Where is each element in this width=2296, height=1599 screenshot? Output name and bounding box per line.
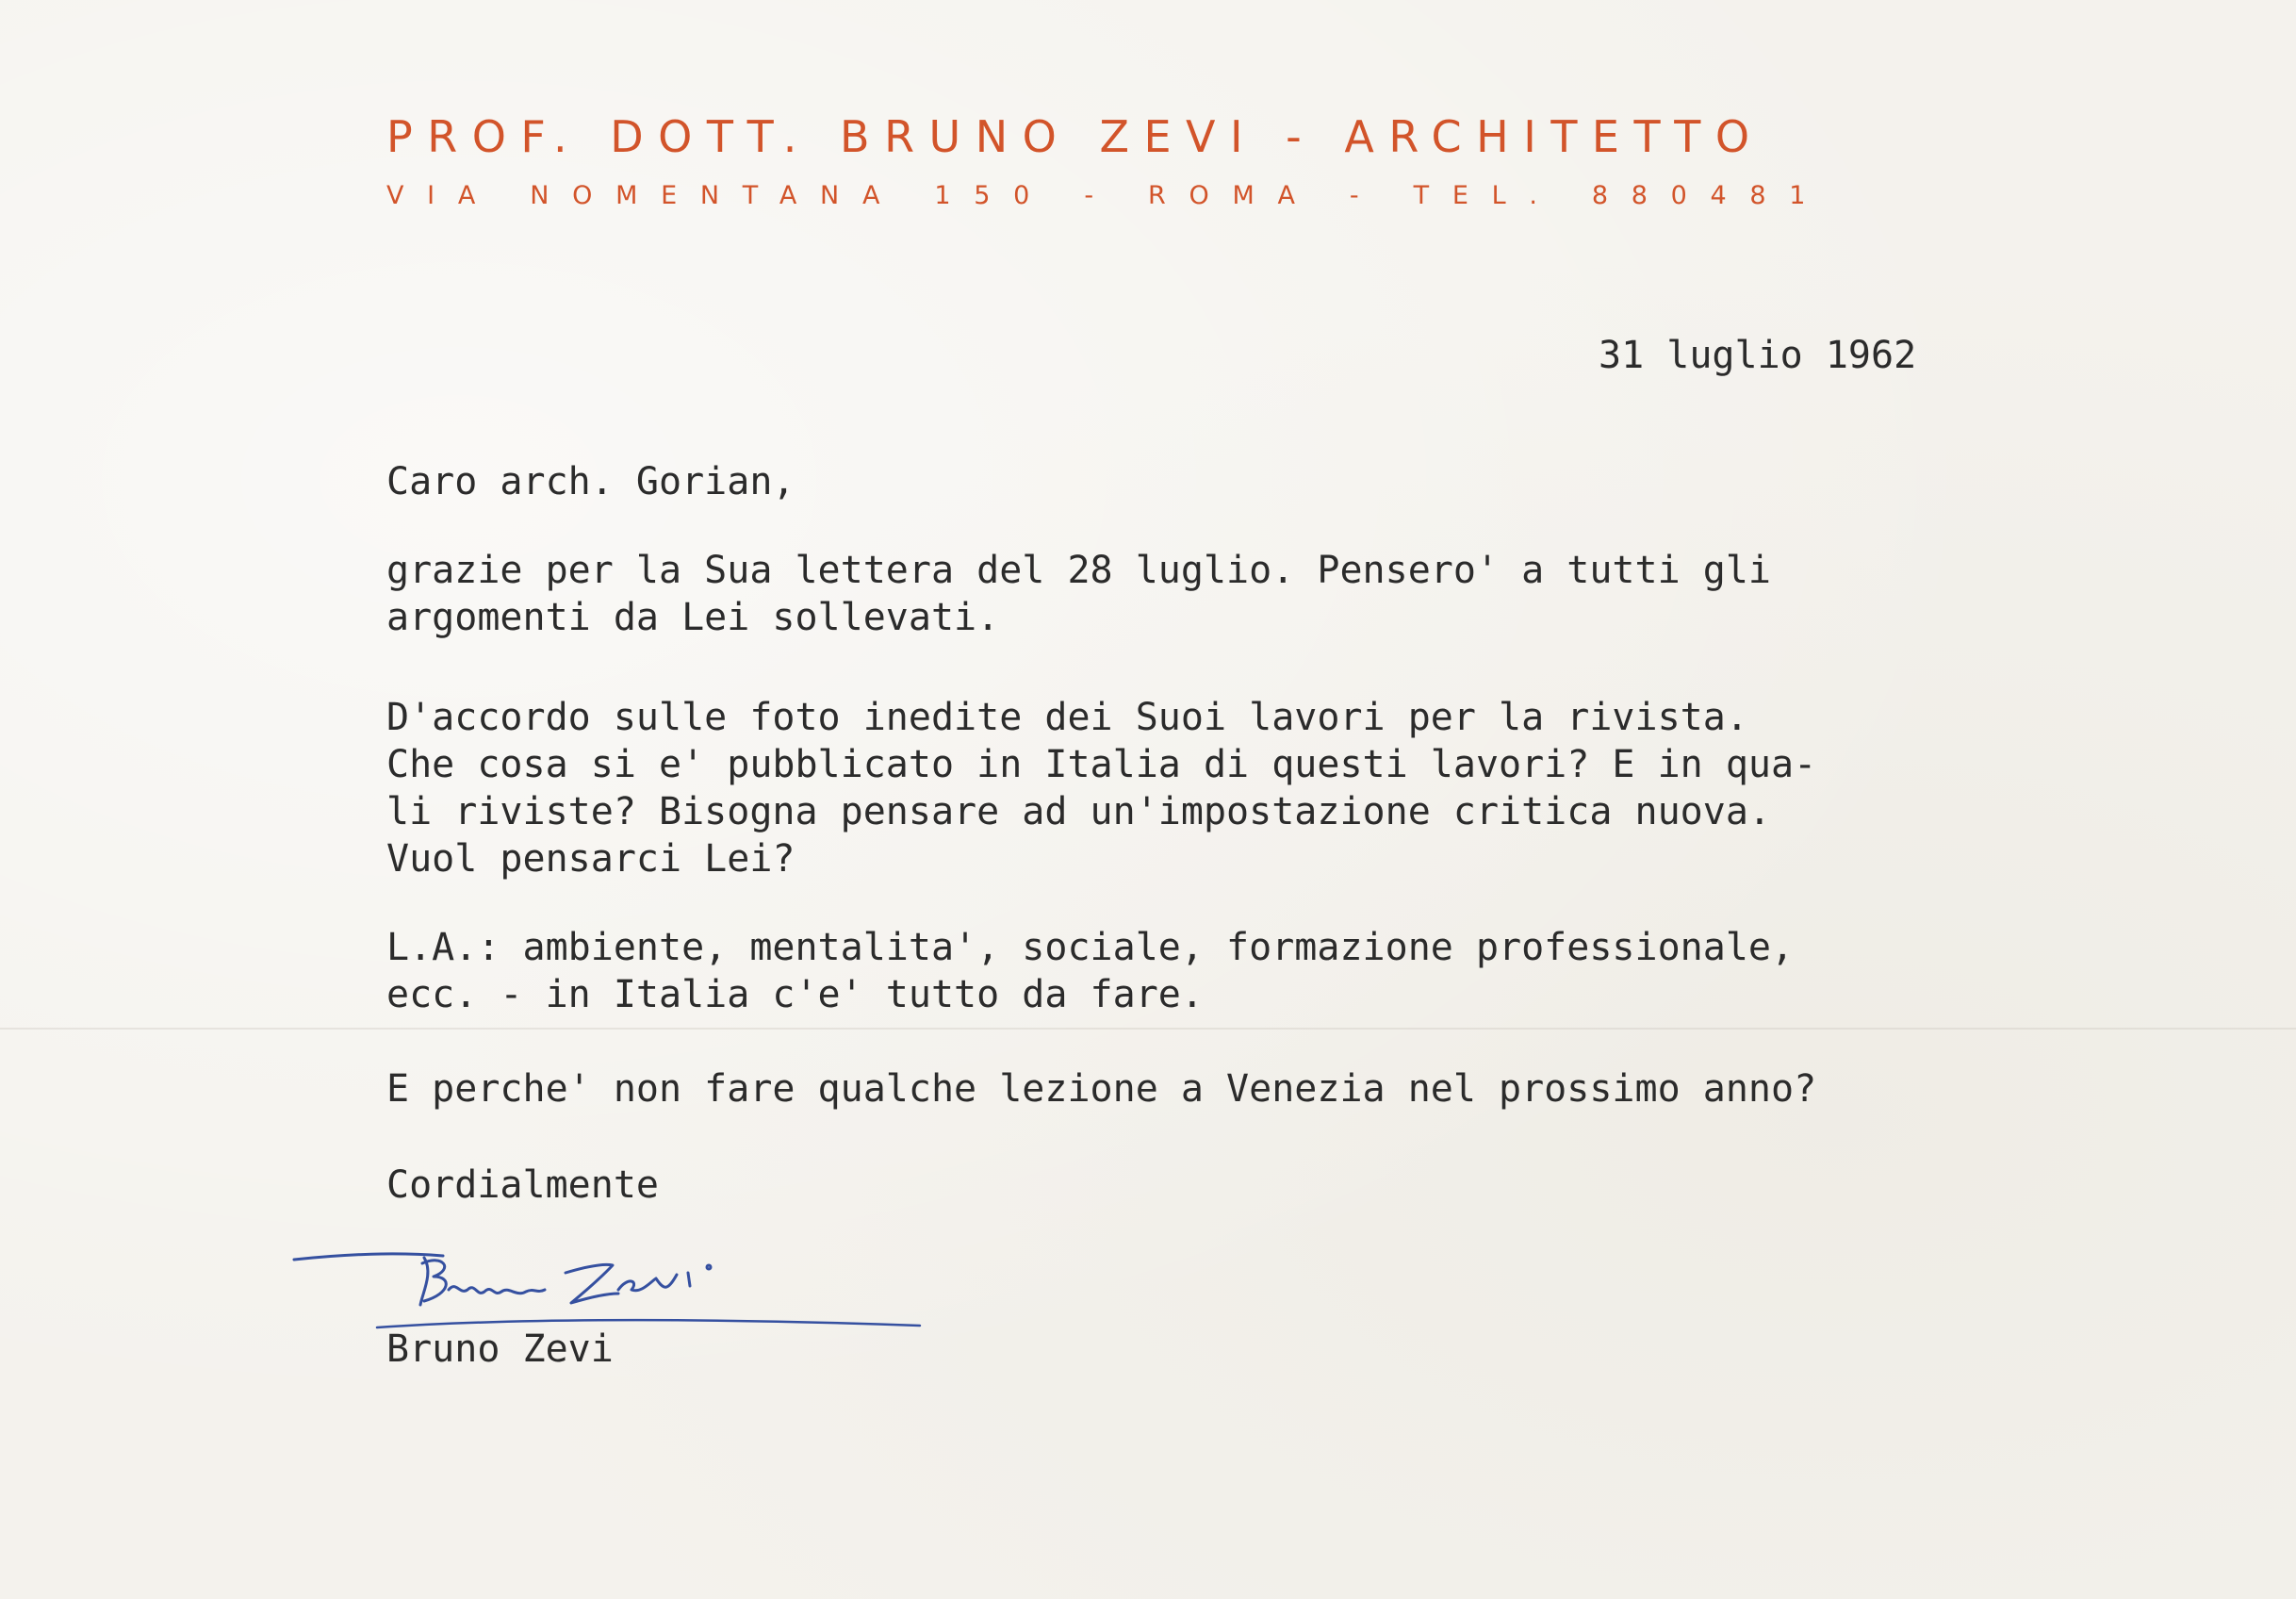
handwritten-signature — [283, 1235, 924, 1339]
letterhead-address: VIA NOMENTANA 150 - ROMA - TEL. 880481 — [386, 181, 1829, 210]
letter-closing: Cordialmente — [386, 1163, 659, 1207]
paragraph-photos: D'accordo sulle foto inedite dei Suoi lavori per la rivista. Che cosa si e' pubblicato in Italia di questi lavori? E in qua- li riviste? Bisogna pensare ad un'impostazione critica nuova. Vuol pensarci Lei? — [386, 696, 1817, 881]
paragraph-la: L.A.: ambiente, mentalita', sociale, formazione professionale, ecc. - in Italia c'e' tutto da fare. — [386, 926, 1795, 1016]
fold-line — [0, 1028, 2296, 1030]
paragraph-thanks: grazie per la Sua lettera del 28 luglio. Pensero' a tutti gli argomenti da Lei sollevati. — [386, 549, 1772, 639]
letter-salutation: Caro arch. Gorian, — [386, 460, 795, 503]
paragraph-venezia: E perche' non fare qualche lezione a Venezia nel prossimo anno? — [386, 1067, 1817, 1111]
typed-signature-name: Bruno Zevi — [386, 1327, 614, 1371]
letter-date: 31 luglio 1962 — [1599, 334, 1917, 377]
letterhead-name: PROF. DOTT. BRUNO ZEVI - ARCHITETTO — [386, 111, 1764, 162]
